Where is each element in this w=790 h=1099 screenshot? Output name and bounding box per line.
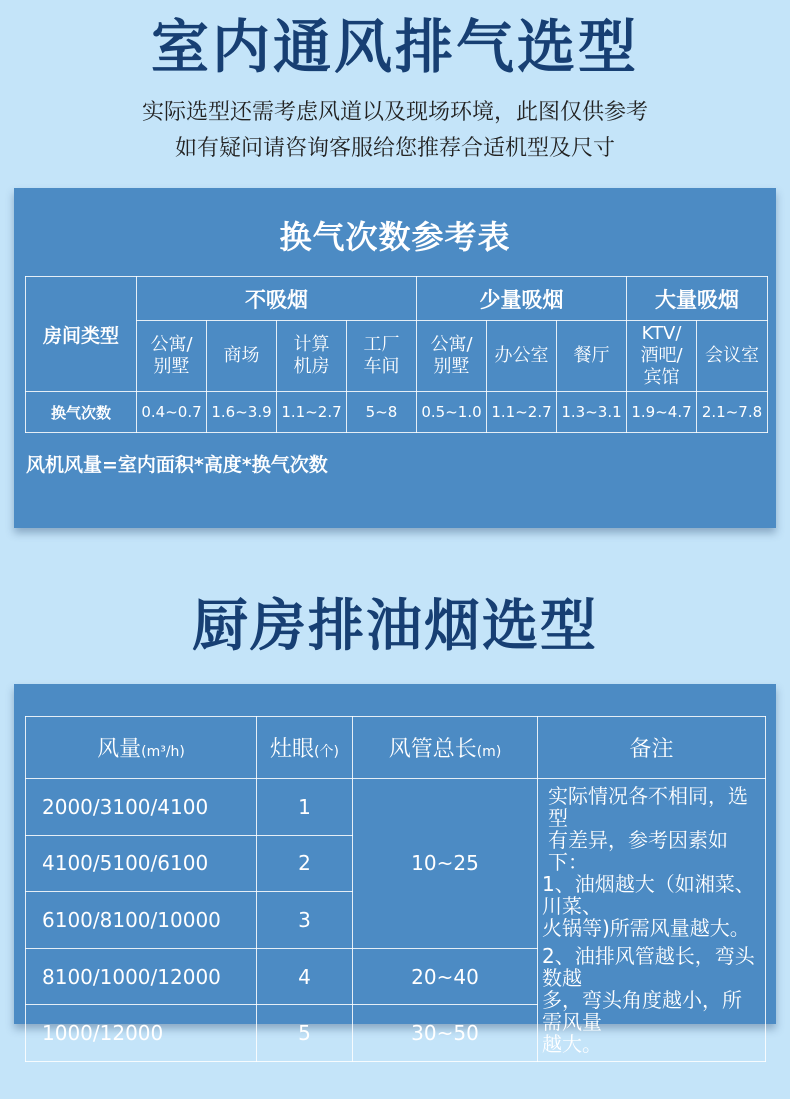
air-change-label: 换气次数 (26, 392, 137, 433)
duct-length-cell: 30~50 (353, 1005, 538, 1062)
room-cell: 公寓/ 别墅 (417, 321, 487, 392)
group-light-smoking: 少量吸烟 (417, 277, 627, 321)
room-cell: 商场 (207, 321, 277, 392)
room-cell: 工厂 车间 (347, 321, 417, 392)
room-cell: KTV/ 酒吧/ 宾馆 (627, 321, 697, 392)
air-change-value: 1.9~4.7 (627, 392, 697, 433)
room-type-header: 房间类型 (26, 277, 137, 392)
kitchen-selection-table (25, 716, 766, 1062)
duct-length-cell: 20~40 (353, 948, 538, 1005)
air-change-table (25, 276, 768, 433)
room-cell: 办公室 (487, 321, 557, 392)
group-heavy-smoking: 大量吸烟 (627, 277, 768, 321)
airflow-cell: 2000/3100/4100 (26, 779, 257, 836)
air-change-value: 0.5~1.0 (417, 392, 487, 433)
air-change-value: 1.1~2.7 (487, 392, 557, 433)
airflow-formula: 风机风量=室内面积*高度*换气次数 (26, 454, 328, 476)
notes-header: 备注 (538, 717, 766, 779)
airflow-header: 风量(m³/h) (26, 717, 257, 779)
burners-cell: 5 (257, 1005, 353, 1062)
airflow-cell: 6100/8100/10000 (26, 892, 257, 949)
subtitle-line-2: 如有疑问请咨询客服给您推荐合适机型及尺寸 (174, 136, 615, 161)
burners-cell: 4 (257, 948, 353, 1005)
burners-cell: 3 (257, 892, 353, 949)
room-cell: 餐厅 (557, 321, 627, 392)
airflow-cell: 4100/5100/6100 (26, 835, 257, 892)
kitchen-panel (14, 684, 776, 1056)
air-change-value: 1.1~2.7 (277, 392, 347, 433)
page-title: 室内通风排气选型 (150, 13, 639, 81)
burners-header: 灶眼(个) (257, 717, 353, 779)
burners-cell: 1 (257, 779, 353, 836)
room-cell: 计算 机房 (277, 321, 347, 392)
ventilation-panel (14, 188, 776, 528)
burners-cell: 2 (257, 835, 353, 892)
room-cell: 公寓/ 别墅 (137, 321, 207, 392)
airflow-cell: 8100/1000/12000 (26, 948, 257, 1005)
air-change-value: 5~8 (347, 392, 417, 433)
group-no-smoking: 不吸烟 (137, 277, 417, 321)
room-cell: 会议室 (697, 321, 768, 392)
air-change-value: 2.1~7.8 (697, 392, 768, 433)
duct-length-header: 风管总长(m) (353, 717, 538, 779)
subtitle-line-1: 实际选型还需考虑风道以及现场环境，此图仅供参考 (141, 100, 648, 125)
kitchen-section-title: 厨房排油烟选型 (192, 594, 598, 659)
air-change-value: 0.4~0.7 (137, 392, 207, 433)
duct-length-cell: 10~25 (353, 779, 538, 949)
airflow-cell: 1000/12000 (26, 1005, 257, 1062)
notes-cell: 实际情况各不相同，选型 有差异，参考因素如下： 1、油烟越大（如湘菜、川菜、 火锅等)所需风量越大。 2、油排风管越长，弯头数越 多，弯头角度越小，所需风量 越大。 (538, 779, 766, 1062)
ventilation-table-title: 换气次数参考表 (279, 218, 511, 256)
air-change-value: 1.3~3.1 (557, 392, 627, 433)
air-change-value: 1.6~3.9 (207, 392, 277, 433)
